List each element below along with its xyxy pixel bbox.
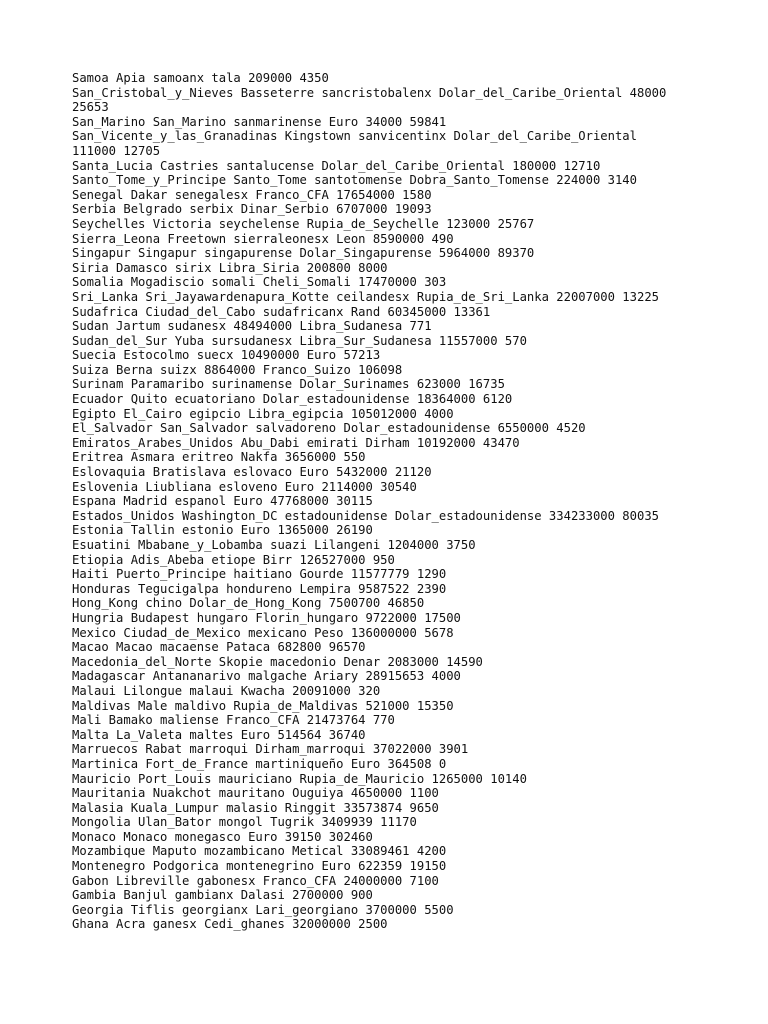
text-line: Maldivas Male maldivo Rupia_de_Maldivas 521000 15350 [72, 698, 454, 713]
text-line: Malasia Kuala_Lumpur malasio Ringgit 33573874 9650 [72, 800, 439, 815]
text-line: Gambia Banjul gambianx Dalasi 2700000 900 [72, 888, 373, 903]
text-line: Mexico Ciudad_de_Mexico mexicano Peso 136000000 5678 [72, 625, 454, 640]
text-line: 111000 12705 [72, 143, 161, 158]
text-line: Martinica Fort_de_France martiniqueño Euro 364508 0 [72, 756, 447, 771]
text-line: Egipto El_Cairo egipcio Libra_egipcia 105012000 4000 [72, 406, 454, 421]
text-body [72, 71, 712, 932]
text-line: Samoa Apia samoanx tala 209000 4350 [72, 71, 329, 85]
text-line: Monaco Monaco monegasco Euro 39150 302460 [72, 829, 373, 844]
text-line: Macao Macao macaense Pataca 682800 96570 [72, 640, 366, 655]
text-line: Suecia Estocolmo suecx 10490000 Euro 57213 [72, 348, 381, 363]
text-line: Madagascar Antananarivo malgache Ariary 28915653 4000 [72, 669, 461, 684]
text-line: Senegal Dakar senegalesx Franco_CFA 17654000 1580 [72, 187, 432, 202]
text-line: Georgia Tiflis georgianx Lari_georgiano 3700000 5500 [72, 902, 454, 917]
text-line: Siria Damasco sirix Libra_Siria 200800 8000 [72, 260, 388, 275]
text-line: Honduras Tegucigalpa hondureno Lempira 9587522 2390 [72, 581, 447, 596]
text-line: Estonia Tallin estonio Euro 1365000 26190 [72, 523, 373, 538]
text-line: Eslovaquia Bratislava eslovaco Euro 5432000 21120 [72, 465, 432, 480]
text-line: Santo_Tome_y_Principe Santo_Tome santotomense Dobra_Santo_Tomense 224000 3140 [72, 173, 637, 188]
text-line: Malaui Lilongue malaui Kwacha 20091000 320 [72, 683, 381, 698]
text-line: Etiopia Adis_Abeba etiope Birr 126527000 950 [72, 552, 395, 567]
text-line: Hungria Budapest hungaro Florin_hungaro 9722000 17500 [72, 610, 461, 625]
text-line: Seychelles Victoria seychelense Rupia_de_Seychelle 123000 25767 [72, 216, 535, 231]
text-line: Eslovenia Liubliana esloveno Euro 2114000 30540 [72, 479, 417, 494]
text-line: Malta La_Valeta maltes Euro 514564 36740 [72, 727, 366, 742]
document-page [72, 71, 712, 932]
text-line: Mongolia Ulan_Bator mongol Tugrik 3409939 11170 [72, 815, 417, 830]
text-line: Espana Madrid espanol Euro 47768000 30115 [72, 494, 373, 509]
text-line: Esuatini Mbabane_y_Lobamba suazi Lilangeni 1204000 3750 [72, 538, 476, 552]
text-line: Somalia Mogadiscio somali Cheli_Somali 17470000 303 [72, 275, 447, 290]
text-line: Mozambique Maputo mozambicano Metical 33089461 4200 [72, 844, 447, 859]
text-line: Sierra_Leona Freetown sierraleonesx Leon 8590000 490 [72, 231, 454, 246]
text-line: Estados_Unidos Washington_DC estadounidense Dolar_estadounidense 334233000 80035 [72, 508, 659, 523]
text-line: Sudafrica Ciudad_del_Cabo sudafricanx Rand 60345000 13361 [72, 304, 491, 319]
text-line: El_Salvador San_Salvador salvadoreno Dolar_estadounidense 6550000 4520 [72, 421, 586, 436]
text-line: Gabon Libreville gabonesx Franco_CFA 24000000 7100 [72, 873, 439, 888]
text-line: San_Vicente_y_las_Granadinas Kingstown sanvicentinx Dolar_del_Caribe_Oriental [72, 129, 637, 144]
text-line: Haiti Puerto_Principe haitiano Gourde 11577779 1290 [72, 567, 447, 582]
text-line: Sudan_del_Sur Yuba sursudanesx Libra_Sur_Sudanesa 11557000 570 [72, 333, 527, 348]
text-line: Santa_Lucia Castries santalucense Dolar_del_Caribe_Oriental 180000 12710 [72, 158, 601, 173]
text-line: Singapur Singapur singapurense Dolar_Singapurense 5964000 89370 [72, 246, 535, 261]
text-line: Serbia Belgrado serbix Dinar_Serbio 6707000 19093 [72, 202, 432, 217]
text-line: Ghana Acra ganesx Cedi_ghanes 32000000 2500 [72, 917, 388, 932]
text-line: Hong_Kong chino Dolar_de_Hong_Kong 7500700 46850 [72, 596, 425, 611]
text-line: Mali Bamako maliense Franco_CFA 21473764 770 [72, 713, 395, 728]
text-line: Mauricio Port_Louis mauriciano Rupia_de_Mauricio 1265000 10140 [72, 771, 527, 786]
text-line: Sri_Lanka Sri_Jayawardenapura_Kotte ceilandesx Rupia_de_Sri_Lanka 22007000 13225 [72, 289, 659, 304]
text-line: Macedonia_del_Norte Skopie macedonio Denar 2083000 14590 [72, 654, 483, 669]
text-line: Ecuador Quito ecuatoriano Dolar_estadounidense 18364000 6120 [72, 392, 513, 407]
text-line: Montenegro Podgorica montenegrino Euro 622359 19150 [72, 859, 447, 874]
text-line: Marruecos Rabat marroqui Dirham_marroqui 37022000 3901 [72, 742, 469, 757]
text-line: Suiza Berna suizx 8864000 Franco_Suizo 106098 [72, 362, 403, 377]
text-line: Sudan Jartum sudanesx 48494000 Libra_Sudanesa 771 [72, 319, 432, 334]
text-line: Mauritania Nuakchot mauritano Ouguiya 4650000 1100 [72, 786, 439, 801]
text-line: San_Marino San_Marino sanmarinense Euro 34000 59841 [72, 114, 447, 129]
text-line: Eritrea Asmara eritreo Nakfa 3656000 550 [72, 450, 366, 465]
text-line: San_Cristobal_y_Nieves Basseterre sancristobalenx Dolar_del_Caribe_Oriental 48000 [72, 85, 667, 100]
text-line: Emiratos_Arabes_Unidos Abu_Dabi emirati Dirham 10192000 43470 [72, 435, 520, 450]
text-line: Surinam Paramaribo surinamense Dolar_Surinames 623000 16735 [72, 377, 505, 392]
text-line: 25653 [72, 100, 109, 115]
